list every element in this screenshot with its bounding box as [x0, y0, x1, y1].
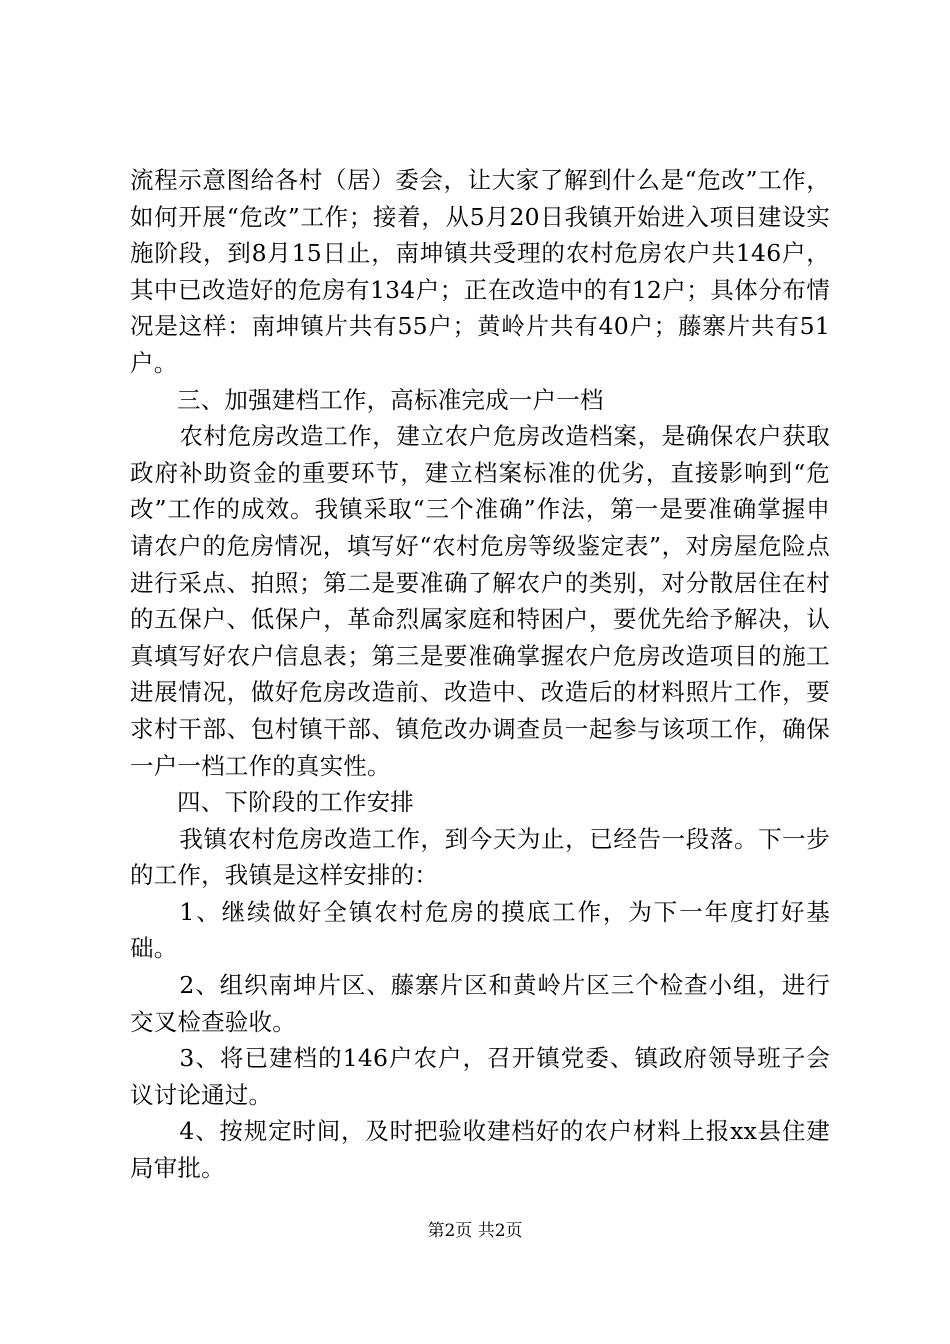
list-item-2: 2、组织南坤片区、藤寨片区和黄岭片区三个检查小组，进行交叉检查验收。: [130, 971, 830, 1036]
list-item-4: 4、按规定时间，及时把验收建档好的农户材料上报xx县住建局审批。: [130, 1117, 830, 1183]
page-footer: [0, 1216, 950, 1241]
paragraph-progress-summary: 流程示意图给各村（居）委会，让大家了解到什么是“危改”工作，如何开展“危改”工作；接着，从5月20日我镇开始进入项目建设实施阶段，到8月15日止，南坤镇共受理的农村危房农户共146户，其中已改造好的危房有134户；正在改造中的有12户；具体分布情况是这样：南坤镇片共有55户；黄岭片共有40户；藤寨片共有51户。: [130, 166, 830, 377]
document-body: [130, 162, 830, 1187]
heading-archiving: 三、加强建档工作，高标准完成一户一档: [177, 385, 604, 414]
page-number: 第2页 共2页: [427, 1221, 523, 1241]
paragraph-archiving: 农村危房改造工作，建立农户危房改造档案，是确保农户获取政府补助资金的重要环节，建立档案标准的优劣，直接影响到“危改”工作的成效。我镇采取“三个准确”作法，第一是要准确掌握申请农户的危房情况，填写好“农村危房等级鉴定表”，对房屋危险点进行采点、拍照；第二是要准确了解农户的类别，对分散居住在村的五保户、低保户，革命烈属家庭和特困户，要优先给予解决，认真填写好农户信息表；第三是要准确掌握农户危房改造项目的施工进展情况，做好危房改造前、改造中、改造后的材料照片工作，要求村干部、包村镇干部、镇危改办调查员一起参与该项工作，确保一户一档工作的真实性。: [130, 422, 830, 780]
list-item-3: 3、将已建档的146户农户，召开镇党委、镇政府领导班子会议讨论通过。: [130, 1044, 830, 1109]
heading-next-steps: 四、下阶段的工作安排: [177, 788, 414, 817]
list-item-1: 1、继续做好全镇农村危房的摸底工作，为下一年度打好基础。: [130, 897, 830, 963]
paragraph-next-steps-intro: 我镇农村危房改造工作，到今天为止，已经告一段落。下一步的工作，我镇是这样安排的：: [130, 824, 830, 890]
